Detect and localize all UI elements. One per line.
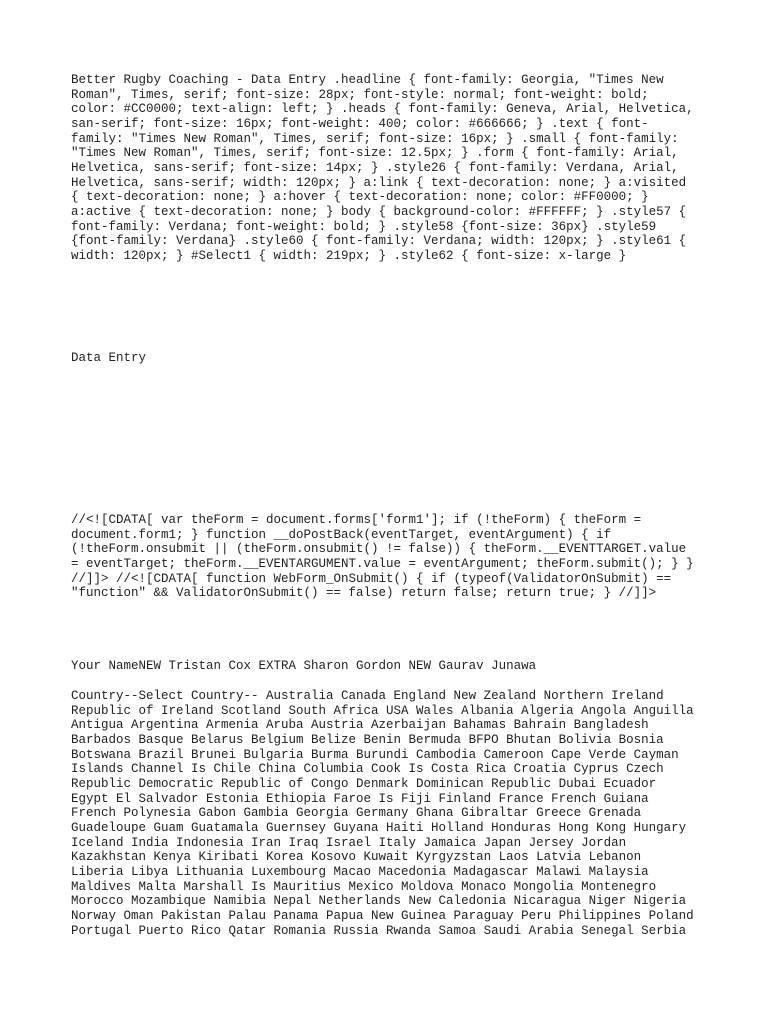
country-select-text[interactable]: Country--Select Country-- Australia Canada England New Zealand Northern Ireland Republic of Ireland Scotland South Africa USA Wales Albania Algeria Angola Anguilla Antigua Argentina Armenia Aruba Austria Azerbaijan Bahamas Bahrain Bangladesh Barbados Basque Belarus Belgium Belize Benin Bermuda BFPO Bhutan Bolivia Bosnia Botswana Brazil Brunei Bulgaria Burma Burundi Cambodia Cameroon Cape Verde Cayman Islands Channel Is Chile China Columbia Cook Is Costa Rica Croatia Cyprus Czech Republic Democratic Republic of Congo Denmark Dominican Republic Dubai Ecuador Egypt El Salvador Estonia Ethiopia Faroe Is Fiji Finland France French Guiana French Polynesia Gabon Gambia Georgia Germany Ghana Gibraltar Greece Grenada Guadeloupe Guam Guatamala Guernsey Guyana Haiti Holland Honduras Hong Kong Hungary Iceland India Indonesia Iran Iraq Israel Italy Jamaica Japan Jersey Jordan Kazakhstan Kenya Kiribati Korea Kosovo Kuwait Kyrgyzstan Laos Latvia Lebanon Liberia Libya Lithuania Luxembourg Macao Macedonia Madagascar Malawi Malaysia Maldives Malta Marshall Is Mauritius Mexico Moldova Monaco Mongolia Montenegro Morocco Mozambique Namibia Nepal Netherlands New Caledonia Nicaragua Niger Nigeria Norway Oman Pakistan Palau Panama Papua New Guinea Paraguay Peru Philippines Poland Portugal Puerto Rico Qatar Romania Russia Rwanda Samoa Saudi Arabia Senegal Serbia [71,689,694,938]
style-source-text: Better Rugby Coaching - Data Entry .headline { font-family: Georgia, "Times New Roman", Times, serif; font-size: 28px; font-style: normal; font-weight: bold; color: #CC0000; text-align: left; } .heads { font-family: Geneva, Arial, Helvetica, san-serif; font-size: 16px; font-weight: 400; color: #666666; } .text { font-family: "Times New Roman", Times, serif; font-size: 16px; } .small { font-family: "Times New Roman", Times, serif; font-size: 12.5px; } .form { font-family: Arial, Helvetica, sans-serif; font-size: 14px; } .style26 { font-family: Verdana, Arial, Helvetica, sans-serif; width: 120px; } a:link { text-decoration: none; } a:visited { text-decoration: none; } a:hover { text-decoration: none; color: #FF0000; } a:active { text-decoration: none; } body { background-color: #FFFFFF; } .style57 { font-family: Verdana; font-weight: bold; } .style58 {font-size: 36px} .style59 {font-family: Verdana} .style60 { font-family: Verdana; width: 120px; } .style61 { width: 120px; } #Select1 { width: 219px; } .style62 { font-size: x-large } [71,73,694,264]
name-select-text[interactable]: Your NameNEW Tristan Cox EXTRA Sharon Gordon NEW Gaurav Junawa [71,659,537,673]
page-heading: Data Entry [71,351,147,365]
script-source-text: //<![CDATA[ var theForm = document.forms['form1']; if (!theForm) { theForm = document.form1; } function __doPostBack(eventTarget, eventArgument) { if (!theForm.onsubmit || (theForm.onsubmit() != false)) { theForm.__EVENTTARGET.value = eventTarget; theForm.__EVENTARGUMENT.value = eventArgument; theForm.submit(); } } //]]> //<![CDATA[ function WebForm_OnSubmit() { if (typeof(ValidatorOnSubmit) == "function" && ValidatorOnSubmit() == false) return false; return true; } //]]> [71,513,694,601]
